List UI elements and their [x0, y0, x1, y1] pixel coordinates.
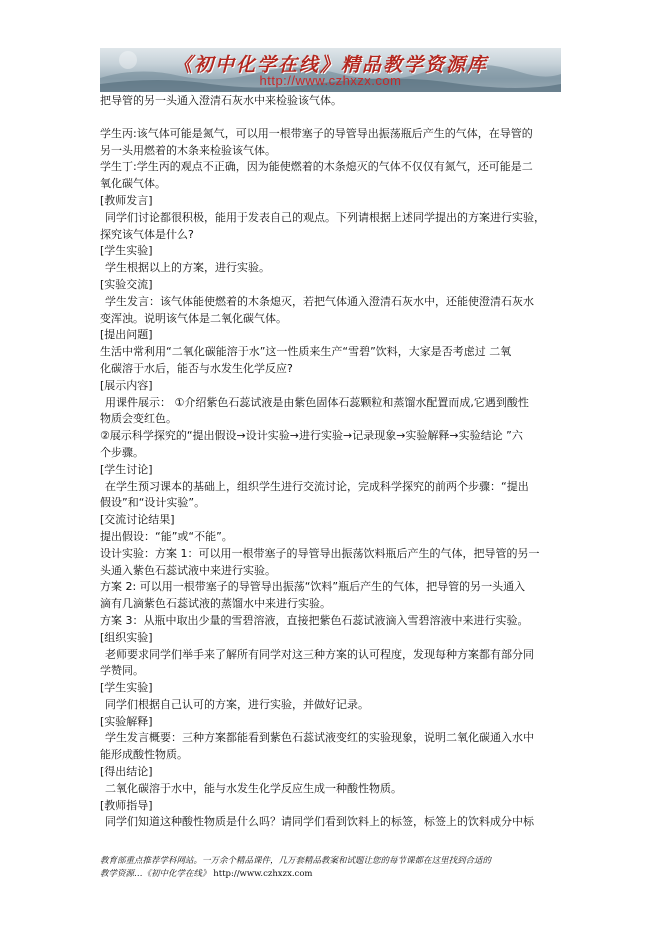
text-line: 二氧化碳溶于水中，能与水发生化学反应生成一种酸性物质。 [105, 781, 402, 795]
text-line: 用课件展示： ①介绍紫色石蕊试液是由紫色固体石蕊颗粒和蒸馏水配置而成,它遇到酸性 [105, 395, 529, 409]
text-line: [学生实验] [100, 244, 153, 258]
text-line: 探究该气体是什么? [100, 227, 194, 241]
text-line: 在学生预习课本的基础上，组织学生进行交流讨论，完成科学探究的前两个步骤：“提出 [105, 479, 529, 493]
text-line: 学生丁:学生丙的观点不正确，因为能使燃着的木条熄灭的气体不仅仅有氮气，还可能是二 [100, 160, 533, 174]
text-line: [展示内容] [100, 378, 153, 392]
text-line: 设计实验：方案 1：可以用一根带塞子的导管导出振荡饮料瓶后产生的气体，把导管的另一 [100, 546, 540, 560]
text-line: 个步骤。 [100, 445, 144, 459]
text-line: [提出问题] [100, 328, 153, 342]
text-line: 方案 3：从瓶中取出少量的雪碧溶液，直接把紫色石蕊试液滴入雪碧溶液中来进行实验。 [100, 613, 529, 627]
text-line: 同学们根据自己认可的方案，进行实验，并做好记录。 [105, 697, 369, 711]
text-line: 方案 2: 可以用一根带塞子的导管导出振荡“饮料”瓶后产生的气体，把导管的另一头通入 [100, 580, 526, 594]
text-line: 学生发言概要：三种方案都能看到紫色石蕊试液变红的实验现象，说明二氧化碳通入水中 [105, 731, 534, 745]
text-line: 同学们知道这种酸性物质是什么吗？请同学们看到饮料上的标签，标签上的饮料成分中标 [105, 815, 534, 829]
site-banner [100, 48, 561, 92]
text-line: 能形成酸性物质。 [100, 748, 188, 762]
text-line: [学生实验] [100, 681, 153, 695]
text-line: [组织实验] [100, 630, 153, 644]
text-line: 学生发言：该气体能使燃着的木条熄灭，若把气体通入澄清石灰水中，还能使澄清石灰水 [105, 294, 534, 308]
text-line: [教师发言] [100, 193, 153, 207]
text-line: 变浑浊。说明该气体是二氧化碳气体。 [100, 311, 287, 325]
text-line: 学生根据以上的方案，进行实验。 [105, 261, 270, 275]
footer-url-link[interactable]: http://www.czhxzx.com [213, 869, 313, 879]
footer-line-1: 教育部重点推荐学科网站。一万余个精品课件，几万套精品教案和试题让您的每节课都在这里找到合适的 [100, 856, 492, 866]
text-line: 提出假设：“能”或“不能”。 [100, 529, 233, 543]
text-line: 假设”和“设计实验”。 [100, 496, 206, 510]
text-line: ②展示科学探究的“提出假设→设计实验→进行实验→记录现象→实验解释→实验结论 ”六 [100, 429, 523, 443]
text-line: 学生丙:该气体可能是氮气，可以用一根带塞子的导管导出振荡瓶后产生的气体，在导管的 [100, 126, 533, 140]
text-line: [教师指导] [100, 798, 153, 812]
text-line: 生活中常利用“二氧化碳能溶于水”这一性质来生产“雪碧”饮料，大家是否考虑过 二氧 [100, 345, 512, 359]
text-line: 滴有几滴紫色石蕊试液的蒸馏水中来进行实验。 [100, 597, 331, 611]
text-line: 另一头用燃着的木条来检验该气体。 [100, 143, 276, 157]
document-body [100, 93, 570, 831]
text-line: [实验交流] [100, 277, 153, 291]
text-line: 头通入紫色石蕊试液中来进行实验。 [100, 563, 276, 577]
blank-line [100, 110, 570, 126]
page-footer [100, 855, 570, 881]
text-line: 氧化碳气体。 [100, 177, 166, 191]
banner-url-link[interactable]: http://www.czhxzx.com [259, 73, 402, 88]
text-line: 化碳溶于水后，能否与水发生化学反应? [100, 361, 293, 375]
text-line: 学赞同。 [100, 664, 144, 678]
text-line: 老师要求同学们举手来了解所有同学对这三种方案的认可程度，发现每种方案都有部分同 [105, 647, 534, 661]
footer-line-2 [100, 868, 570, 881]
footer-line-2-text: 教学资源…《初中化学在线》 [100, 869, 211, 879]
text-line: 物质会变红色。 [100, 412, 177, 426]
text-line: 把导管的另一头通入澄清石灰水中来检验该气体。 [100, 94, 342, 107]
text-line: [实验解释] [100, 714, 153, 728]
text-line: 同学们讨论都很积极，能用于发表自己的观点。下列请根据上述同学提出的方案进行实验， [105, 210, 545, 224]
banner-title: 《初中化学在线》精品教学资源库 [172, 54, 488, 76]
text-line: [学生讨论] [100, 462, 153, 476]
text-line: [得出结论] [100, 765, 153, 779]
text-line: [交流讨论结果] [100, 513, 175, 527]
